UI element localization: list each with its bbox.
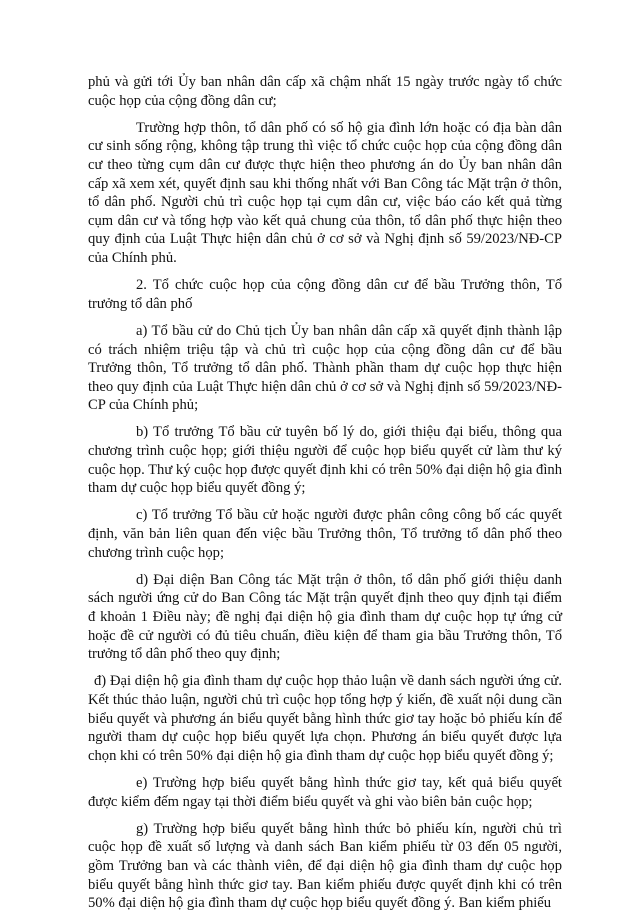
paragraph-item-dd: đ) Đại diện hộ gia đình tham dự cuộc họp thảo luận về danh sách người ứng cử. Kết thúc thảo luận, người chủ trì cuộc họp tổng hợp ý kiến, đề xuất nội dung cần biểu quyết và phương án biểu quyết bằng hình thức giơ tay hoặc bỏ phiếu kín để người tham dự cuộc họp biểu quyết lựa chọn. Phương án biểu quyết được lựa chọn khi có trên 50% đại diện hộ gia đình tham dự cuộc họp biểu quyết đồng ý; — [88, 673, 562, 764]
paragraph-item-g: g) Trường hợp biểu quyết bằng hình thức bỏ phiếu kín, người chủ trì cuộc họp đề xuất số lượng và danh sách Ban kiểm phiếu từ 03 đến 05 người, gồm Trưởng ban và các thành viên, để đại diện hộ gia đình tham dự cuộc họp biểu quyết bằng hình thức giơ tay. Ban kiểm phiếu được quyết định khi có trên 50% đại diện hộ gia đình tham dự cuộc họp biểu quyết đồng ý. Ban kiểm phiếu — [88, 820, 562, 912]
paragraph-item-d: d) Đại diện Ban Công tác Mặt trận ở thôn, tổ dân phố giới thiệu danh sách người ứng cử do Ban Công tác Mặt trận quyết định theo quy định tại điểm đ khoản 1 Điều này; đề nghị đại diện hộ gia đình tham dự cuộc họp tự ứng cử hoặc đề cử người có đủ tiêu chuẩn, điều kiện để tham gia bầu Trưởng thôn, Tổ trưởng tổ dân phố theo quy định; — [88, 571, 562, 663]
paragraph-residential-cluster: Trường hợp thôn, tổ dân phố có số hộ gia đình lớn hoặc có địa bàn dân cư sinh sống rộng, không tập trung thì việc tổ chức cuộc họp của cộng đồng dân cư theo từng cụm dân cư được thực hiện theo phương án do Ủy ban nhân dân cấp xã xem xét, quyết định sau khi thống nhất với Ban Công tác Mặt trận ở thôn, tổ dân phố. Người chủ trì cuộc họp tại cụm dân cư, việc báo cáo kết quả từng cụm dân cư và tổng hợp vào kết quả chung của thôn, tổ dân phố thực hiện theo quy định của Luật Thực hiện dân chủ ở cơ sở và Nghị định số 59/2023/NĐ-CP của Chính phủ. — [88, 119, 562, 266]
paragraph-item-a: a) Tổ bầu cử do Chủ tịch Ủy ban nhân dân cấp xã quyết định thành lập có trách nhiệm triệu tập và chủ trì cuộc họp của cộng đồng dân cư để bầu Trưởng thôn, Tổ trưởng tổ dân phố. Thành phần tham dự cuộc họp thực hiện theo quy định của Luật Thực hiện dân chủ ở cơ sở và Nghị định số 59/2023/NĐ-CP của Chính phủ; — [88, 322, 562, 414]
paragraph-item-b: b) Tổ trưởng Tổ bầu cử tuyên bố lý do, giới thiệu đại biểu, thông qua chương trình cuộc họp; giới thiệu người để cuộc họp biểu quyết cử làm thư ký cuộc họp. Thư ký cuộc họp được quyết định khi có trên 50% đại diện hộ gia đình tham dự cuộc họp biểu quyết đồng ý; — [88, 424, 562, 497]
paragraph-item-e: e) Trường hợp biểu quyết bằng hình thức giơ tay, kết quả biểu quyết được kiểm đếm ngay tại thời điểm biểu quyết và ghi vào biên bản cuộc họp; — [88, 774, 562, 810]
section-heading-2: 2. Tổ chức cuộc họp của cộng đồng dân cư để bầu Trưởng thôn, Tổ trưởng tổ dân phố — [88, 277, 562, 312]
paragraph-continuation: phủ và gửi tới Ủy ban nhân dân cấp xã chậm nhất 15 ngày trước ngày tổ chức cuộc họp của cộng đồng dân cư; — [88, 74, 562, 109]
document-page — [88, 73, 562, 921]
paragraph-item-c: c) Tổ trưởng Tổ bầu cử hoặc người được phân công công bố các quyết định, văn bản liên quan đến việc bầu Trưởng thôn, Tổ trưởng tổ dân phố theo chương trình cuộc họp; — [88, 507, 562, 561]
